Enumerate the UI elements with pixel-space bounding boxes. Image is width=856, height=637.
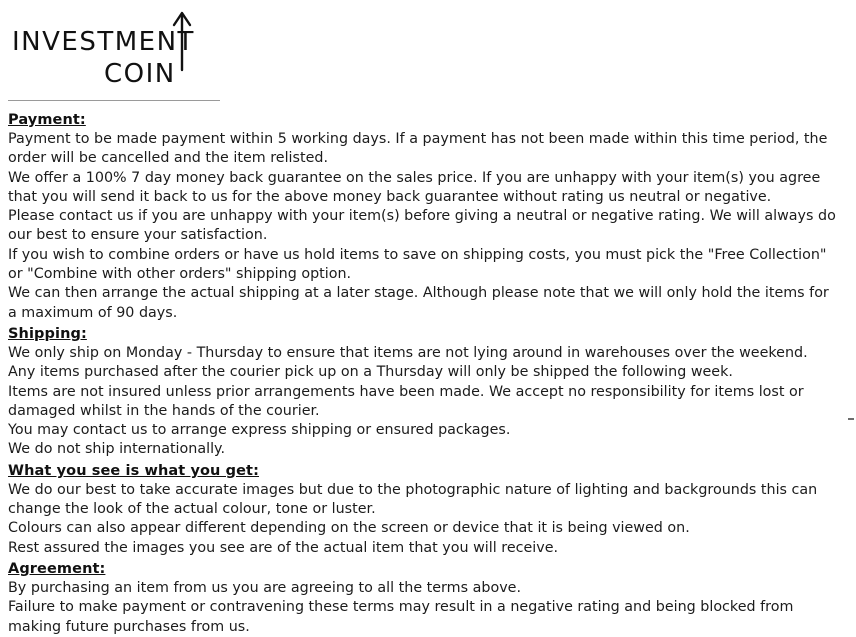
paragraph: We do not ship internationally.	[8, 441, 226, 458]
logo-graphic	[8, 8, 228, 88]
paragraph: Payment to be made payment within 5 working days. If a payment has not been made within this time period, the order will be cancelled and the item relisted.	[8, 131, 828, 167]
section-heading-agreement: Agreement:	[8, 560, 106, 577]
paragraph: Colours can also appear different depending on the screen or device that it is being viewed on.	[8, 520, 690, 537]
paragraph: Any items purchased after the courier pick up on a Thursday will only be shipped the following week.	[8, 364, 733, 381]
section-shipping	[8, 325, 848, 460]
paragraph: By purchasing an item from us you are agreeing to all the terms above.	[8, 579, 521, 596]
paragraph: You may contact us to arrange express shipping or ensured packages.	[8, 422, 511, 439]
edge-artifact	[848, 418, 854, 420]
paragraph: We do our best to take accurate images but due to the photographic nature of lighting and backgrounds this can change the look of the actual colour, tone or luster.	[8, 481, 818, 518]
paragraph: We offer a 100% 7 day money back guarantee on the sales price. If you are unhappy with your item(s) you agree that you will send it back to us for the above money back guarantee without rating us neutral or negative.	[8, 169, 821, 205]
section-heading-what-you-see: What you see is what you get:	[8, 462, 259, 479]
section-what-you-see	[8, 462, 848, 558]
paragraph: We can then arrange the actual shipping at a later stage. Although please note that we will only hold the items for a maximum of 90 days.	[8, 285, 829, 321]
header-divider	[8, 100, 220, 101]
paragraph: Please contact us if you are unhappy with your item(s) before giving a neutral or negative rating. We will always do our best to ensure your satisfaction.	[8, 208, 836, 244]
paragraph: Rest assured the images you see are of the actual item that you will receive.	[8, 539, 559, 556]
paragraph: Failure to make payment or contravening these terms may result in a negative rating and being blocked from making future purchases from us.	[8, 599, 794, 635]
logo-text-coin: COIN	[104, 59, 176, 88]
paragraph: We only ship on Monday - Thursday to ensure that items are not lying around in warehouses over the weekend.	[8, 344, 808, 361]
logo-text-investment: INVESTMENT	[12, 27, 195, 57]
section-payment	[8, 111, 848, 323]
section-heading-payment: Payment:	[8, 112, 86, 128]
section-heading-shipping: Shipping:	[8, 325, 87, 342]
company-logo	[8, 0, 848, 92]
paragraph: Items are not insured unless prior arrangements have been made. We accept no responsibility for items lost or damaged whilst in the hands of the courier.	[8, 383, 804, 419]
paragraph: If you wish to combine orders or have us hold items to save on shipping costs, you must pick the "Free Collection" or "Combine with other orders" shipping option.	[8, 246, 827, 283]
section-agreement	[8, 560, 848, 637]
